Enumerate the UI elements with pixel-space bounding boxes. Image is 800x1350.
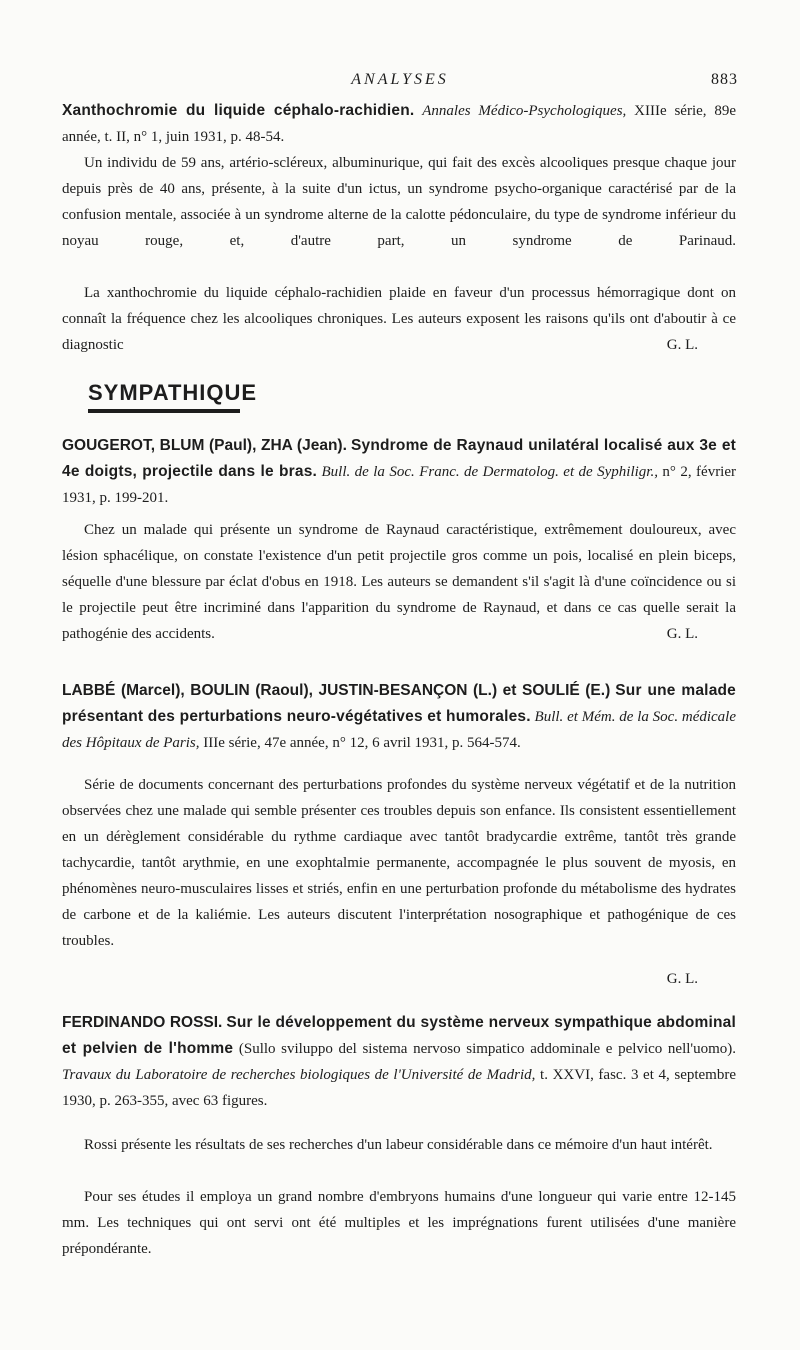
article-1-signature: G. L. [666, 337, 698, 353]
running-head-title: ANALYSES [351, 71, 449, 88]
article-3-body: Série de documents concernant des perturbations profondes du système nerveux végétatif et de la nutrition observées chez une malade qui semble présenter ces troubles depuis son enfance. Ils consistent essentiellement en un dérèglement considérable du rythme cardiaque avec tantôt bradycardie extrême, tantôt très grande tachycardie, tantôt arythmie, en une exophtalmie permanente, accompagnée le plus souvent de myosis, en phénomènes neuro-musculaires lisses et striés, enfin en une perturbation profonde du métabolisme des hydrates de carbone et de la kaliémie. Les auteurs discutent l'interprétation nosographique et pathogénique de ces troubles. [62, 777, 736, 949]
article-3-journal: Bull. et Mém. de la Soc. médicale des Hôpitaux de Paris, [62, 709, 737, 751]
article-4-journal: Travaux du Laboratoire de recherches biologiques de l'Université de Madrid, [62, 1067, 536, 1083]
article-2-title: Syndrome de Raynaud unilatéral localisé aux 3e et 4e doigts, projectile dans le bras. [62, 437, 737, 480]
page-number: 883 [711, 71, 738, 88]
running-head [0, 71, 800, 95]
article-4-header [62, 1010, 736, 1114]
section-rule [88, 409, 240, 413]
article-2-authors: GOUGEROT, BLUM (Paul), ZHA (Jean). [62, 437, 347, 454]
article-2-body [62, 517, 736, 647]
article-3-authors: LABBÉ (Marcel), BOULIN (Raoul), JUSTIN-BESANÇON (L.) et SOULIÉ (E.) [62, 682, 611, 699]
article-2-header [62, 433, 736, 511]
article-2-body-text: Chez un malade qui présente un syndrome de Raynaud caractéristique, extrêmement douloureux, avec lésion sphacélique, on constate l'existence d'un petit projectile gros comme un pois, localisé en plein biceps, séquelle d'une blessure par éclat d'obus en 1918. Les auteurs se demandent s'il s'agit là d'une coïncidence ou si le projectile peut être incriminé dans l'apparition du syndrome de Raynaud, et dans ce cas quelle serait la pathogénie des accidents. [62, 522, 736, 642]
article-4-body-2: Pour ses études il employa un grand nombre d'embryons humains d'une longueur qui varie entre 12-145 mm. Les techniques qui ont servi ont été multiples et les imprégnations furent utilisées d'une manière prépondérante. [62, 1189, 736, 1257]
article-4-authors: FERDINANDO ROSSI. [62, 1014, 223, 1031]
article-1-body-2 [62, 280, 736, 358]
section-title: SYMPATHIQUE [88, 380, 258, 405]
article-3-title: Sur une malade présentant des perturbations neuro-végétatives et humorales. [62, 682, 736, 725]
article-3-header [62, 678, 736, 756]
article-2-journal: Bull. de la Soc. Franc. de Dermatolog. et de Syphiligr., [321, 464, 658, 480]
article-4-citation: t. XXVI, fasc. 3 et 4, septembre 1930, p. 263-355, avec 63 figures. [62, 1067, 737, 1109]
article-1-body-2-text: La xanthochromie du liquide céphalo-rachidien plaide en faveur d'un processus hémorragique dont on connaît la fréquence chez les alcooliques chroniques. Les auteurs exposent les raisons qu'ils ont d'aboutir à ce diagnostic [62, 285, 736, 353]
article-2-signature: G. L. [666, 626, 698, 642]
article-2-citation: n° 2, février 1931, p. 199-201. [62, 464, 737, 506]
article-3-citation: IIIe série, 47e année, n° 12, 6 avril 1931, p. 564-574. [203, 735, 521, 751]
article-1-header [62, 98, 736, 150]
article-4-title: Sur le développement du système nerveux sympathique abdominal et pelvien de l'homme [62, 1014, 737, 1057]
article-1-title: Xanthochromie du liquide céphalo-rachidien. [62, 102, 415, 119]
article-4-subtitle: (Sullo sviluppo del sistema nervoso simpatico addominale e pelvico nell'uomo). [238, 1041, 737, 1057]
article-1-journal: Annales Médico-Psychologiques, [422, 103, 627, 119]
article-1-body-1: Un individu de 59 ans, artério-scléreux, albuminurique, qui fait des excès alcooliques presque chaque jour depuis près de 40 ans, présente, à la suite d'un ictus, un syndrome psycho-organique caractérisé par de la confusion mentale, associée à un syndrome alterne de la calotte pédonculaire, du type de syndrome inférieur du noyau rouge, et, d'autre part, un syndrome de Parinaud. [62, 155, 736, 249]
article-4-body-1: Rossi présente les résultats de ses recherches d'un labeur considérable dans ce mémoire d'un haut intérêt. [84, 1137, 713, 1153]
article-3-signature: G. L. [666, 971, 698, 987]
article-1-citation: XIIIe série, 89e année, t. II, n° 1, juin 1931, p. 48-54. [62, 103, 737, 145]
